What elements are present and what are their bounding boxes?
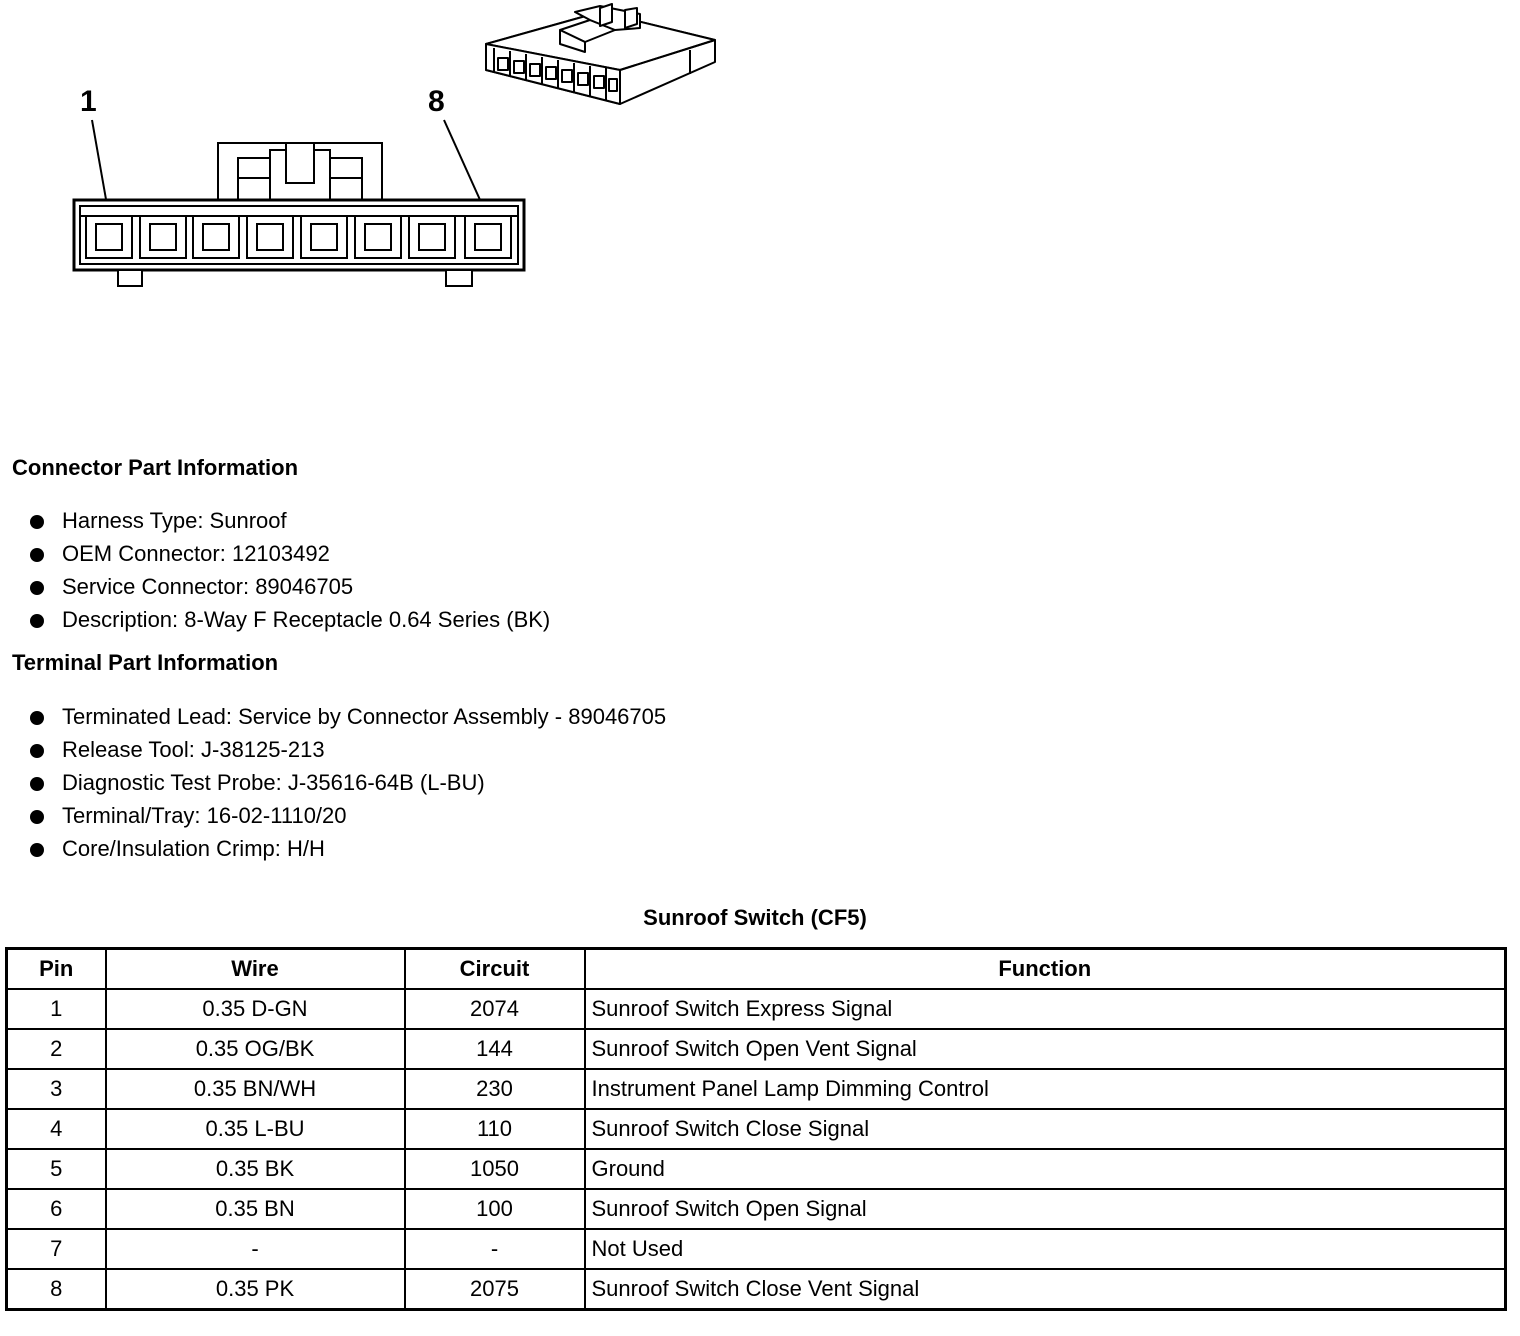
table-row (7, 1189, 1506, 1229)
table-title: Sunroof Switch (CF5) (643, 905, 867, 930)
cell-function: Sunroof Switch Close Vent Signal (585, 1269, 1506, 1310)
cell-wire: 0.35 BN (106, 1189, 405, 1229)
bullet-icon (30, 711, 44, 725)
cell-circuit: 100 (405, 1189, 585, 1229)
cell-wire: 0.35 OG/BK (106, 1029, 405, 1069)
connector-front-view (74, 143, 524, 286)
cell-function: Sunroof Switch Open Signal (585, 1189, 1506, 1229)
list-item (30, 770, 666, 803)
cell-wire: 0.35 L-BU (106, 1109, 405, 1149)
cell-function: Ground (585, 1149, 1506, 1189)
cell-pin: 6 (7, 1189, 106, 1229)
list-item-text: Core/Insulation Crimp: H/H (62, 836, 325, 861)
cell-circuit: 230 (405, 1069, 585, 1109)
list-item-text: Description: 8-Way F Receptacle 0.64 Series (BK) (62, 607, 551, 632)
list-item-text: Service Connector: 89046705 (62, 574, 354, 599)
bullet-icon (30, 548, 44, 562)
list-item-text: Terminated Lead: Service by Connector Assembly - 89046705 (62, 704, 667, 729)
connector-info-title: Connector Part Information (12, 455, 299, 480)
cell-function: Not Used (585, 1229, 1506, 1269)
table-row (7, 1109, 1506, 1149)
cell-pin: 1 (7, 989, 106, 1029)
header-function: Function (585, 949, 1506, 990)
list-item-text: OEM Connector: 12103492 (62, 541, 330, 566)
table-row (7, 1149, 1506, 1189)
bullet-icon (30, 614, 44, 628)
cell-circuit: 2075 (405, 1269, 585, 1310)
header-wire: Wire (106, 949, 405, 990)
cell-pin: 7 (7, 1229, 106, 1269)
connector-3d-view (486, 4, 715, 104)
header-circuit: Circuit (405, 949, 585, 990)
connector-diagram (0, 0, 760, 320)
cell-circuit: - (405, 1229, 585, 1269)
cell-function: Sunroof Switch Open Vent Signal (585, 1029, 1506, 1069)
cell-function: Sunroof Switch Close Signal (585, 1109, 1506, 1149)
list-item (30, 836, 666, 869)
cell-function: Instrument Panel Lamp Dimming Control (585, 1069, 1506, 1109)
cell-wire: 0.35 PK (106, 1269, 405, 1310)
list-item (30, 737, 666, 770)
list-item (30, 704, 666, 737)
header-pin: Pin (7, 949, 106, 990)
pinout-table (5, 947, 1507, 1311)
list-item (30, 541, 550, 574)
list-item (30, 508, 550, 541)
cell-pin: 5 (7, 1149, 106, 1189)
terminal-info-title: Terminal Part Information (12, 650, 279, 675)
cell-circuit: 144 (405, 1029, 585, 1069)
list-item (30, 803, 666, 836)
list-item-text: Release Tool: J-38125-213 (62, 737, 325, 762)
table-header-row (7, 949, 1506, 990)
cell-pin: 8 (7, 1269, 106, 1310)
cell-pin: 2 (7, 1029, 106, 1069)
cell-circuit: 1050 (405, 1149, 585, 1189)
list-item-text: Diagnostic Test Probe: J-35616-64B (L-BU) (62, 770, 485, 795)
bullet-icon (30, 515, 44, 529)
bullet-icon (30, 744, 44, 758)
pin-1-label: 1 (80, 85, 97, 118)
bullet-icon (30, 581, 44, 595)
table-row (7, 1269, 1506, 1310)
connector-info-list (30, 508, 550, 640)
cell-wire: - (106, 1229, 405, 1269)
cell-wire: 0.35 BN/WH (106, 1069, 405, 1109)
table-row (7, 1029, 1506, 1069)
table-row (7, 1069, 1506, 1109)
list-item-text: Harness Type: Sunroof (62, 508, 287, 533)
terminal-info-list (30, 704, 666, 869)
cell-function: Sunroof Switch Express Signal (585, 989, 1506, 1029)
list-item-text: Terminal/Tray: 16-02-1110/20 (62, 803, 347, 828)
list-item (30, 607, 550, 640)
cell-circuit: 110 (405, 1109, 585, 1149)
table-row (7, 989, 1506, 1029)
bullet-icon (30, 843, 44, 857)
cell-pin: 3 (7, 1069, 106, 1109)
cell-pin: 4 (7, 1109, 106, 1149)
pin-8-label: 8 (428, 85, 445, 118)
cell-wire: 0.35 D-GN (106, 989, 405, 1029)
bullet-icon (30, 777, 44, 791)
cell-wire: 0.35 BK (106, 1149, 405, 1189)
table-row (7, 1229, 1506, 1269)
bullet-icon (30, 810, 44, 824)
list-item (30, 574, 550, 607)
cell-circuit: 2074 (405, 989, 585, 1029)
